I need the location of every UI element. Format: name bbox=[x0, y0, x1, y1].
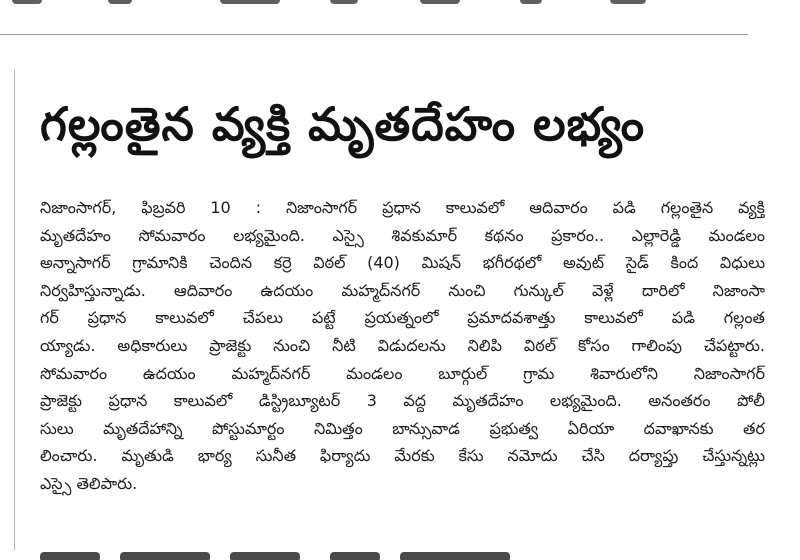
column-divider bbox=[14, 70, 15, 550]
body-line: సులు మృతదేహాన్ని పోస్టుమార్టం నిమిత్తం బాన్సువాడ ప్రభుత్వ ఏరియా దవాఖానకు తర bbox=[40, 418, 765, 438]
section-divider-rule bbox=[0, 34, 748, 35]
body-line: ఎస్సై తెలిపారు. bbox=[40, 473, 138, 493]
body-line: య్యాడు. అధికారులు ప్రాజెక్టు నుంచి నీటి విడుదలను నిలిపి విఠల్ కోసం గాలింపు చేపట్టారు. bbox=[40, 335, 765, 355]
body-line: లించారు. మృతుడి భార్య సునీత ఫిర్యాదు మేరకు కేసు నమోదు చేసి దర్యాప్తు చేస్తున్నట్లు bbox=[40, 446, 765, 466]
body-line: నిర్వహిస్తున్నాడు. ఆదివారం ఉదయం మహ్మద్‌నగర్ నుంచి గున్కుల్ వెళ్లే దారిలో నిజాంసా bbox=[40, 280, 765, 300]
article-body bbox=[40, 194, 765, 498]
cropped-previous-headline bbox=[0, 0, 800, 14]
body-line: గర్ ప్రధాన కాలువలో చేపలు పట్టే ప్రయత్నంలో ప్రమాదవశాత్తు కాలువలో పడి గల్లంత bbox=[40, 308, 765, 328]
body-line: నిజాంసాగర్, ఫిబ్రవరి 10 : నిజాంసాగర్ ప్రధాన కాలువలో ఆదివారం పడి గల్లంతైన వ్యక్తి bbox=[40, 198, 765, 217]
article-headline: గల్లంతైన వ్యక్తి మృతదేహం లభ్యం bbox=[40, 97, 646, 151]
body-line: సోమవారం ఉదయం మహ్మద్‌నగర్ మండలం బూర్గుల్ గ్రామ శివారులోని నిజాంసాగర్ bbox=[40, 363, 765, 383]
body-line: అన్నాసాగర్ గ్రామానికి చెందిన కర్రె విఠల్ (40) మిషన్ భగీరథలో అవుట్ సైడ్ కింద విధులు bbox=[40, 253, 765, 273]
body-line: మృతదేహం సోమవారం లభ్యమైంది. ఎస్సై శివకుమార్ కథనం ప్రకారం.. ఎల్లారెడ్డి మండలం bbox=[40, 225, 765, 245]
body-line: ప్రాజెక్టు ప్రధాన కాలువలో డిస్ట్రిబ్యూటర్ 3 వద్ద మృతదేహం లభ్యమైంది. అనంతరం పోలీ bbox=[40, 391, 765, 411]
